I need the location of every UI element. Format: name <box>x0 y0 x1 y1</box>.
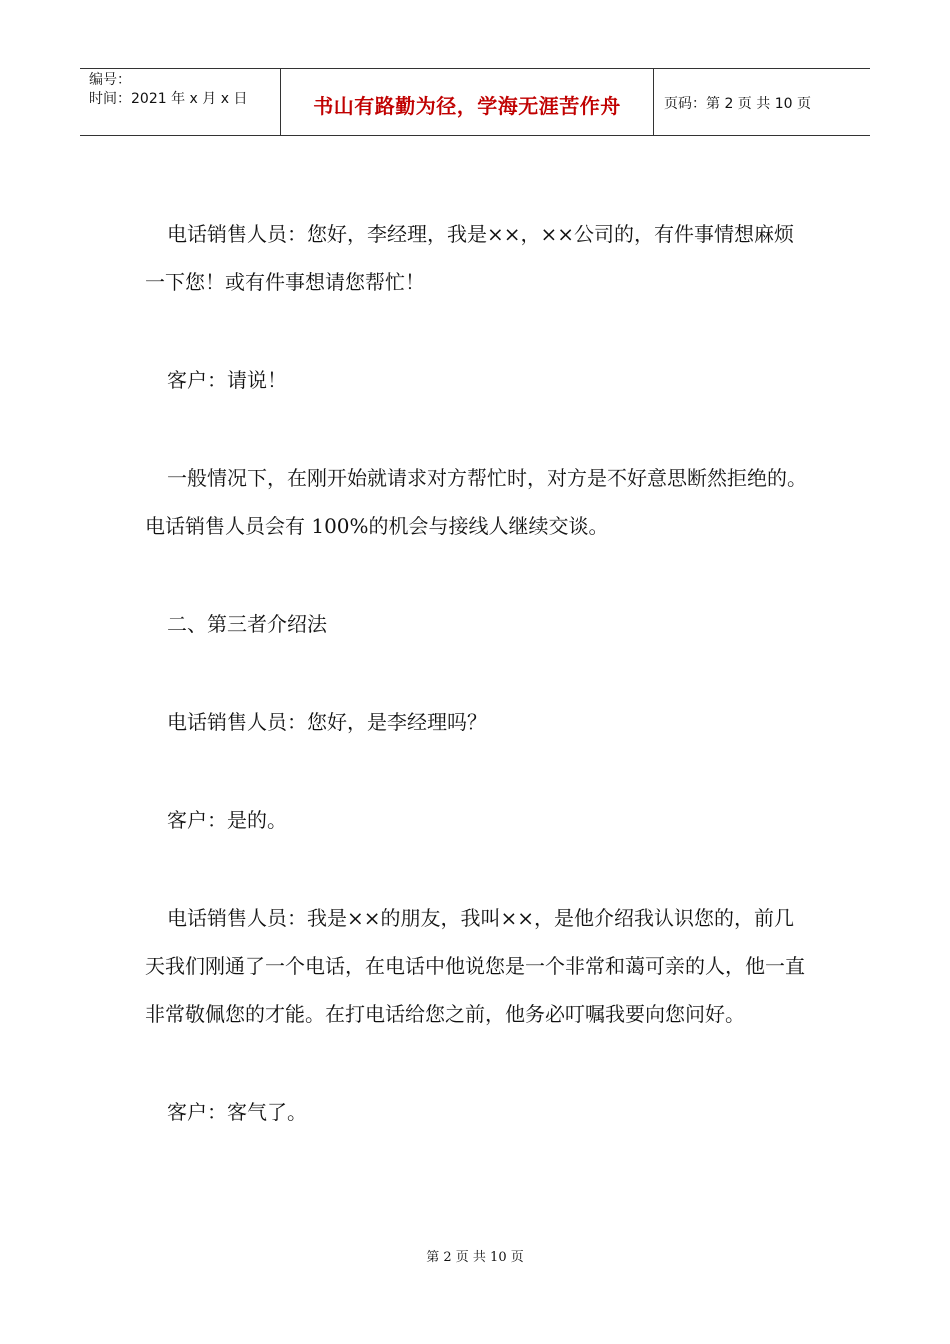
paragraph: 客户：请说！ <box>167 368 287 392</box>
motto-text: 书山有路勤为径，学海无涯苦作舟 <box>313 93 621 118</box>
page-footer <box>0 1246 950 1265</box>
paragraph: 电话销售人员：您好，李经理，我是××，××公司的，有件事情想麻烦一下您！或有件事想请您帮忙！ <box>145 222 795 294</box>
serial-label: 编号： <box>89 72 131 88</box>
paragraph: 电话销售人员：我是××的朋友，我叫××，是他介绍我认识您的，前几天我们刚通了一个电话，在电话中他说您是一个非常和蔼可亲的人，他一直非常敬佩您的才能。在打电话给您之前，他务必叮嘱我要向您问好。 <box>145 906 805 1026</box>
page-header <box>80 68 870 136</box>
header-meta-cell <box>80 69 281 135</box>
header-motto-cell <box>281 69 654 135</box>
document-body <box>145 210 810 1186</box>
paragraph: 电话销售人员：您好，是李经理吗？ <box>167 710 487 734</box>
paragraph: 客户：是的。 <box>167 808 287 832</box>
footer-page-number: 第 2 页 共 10 页 <box>426 1250 524 1265</box>
paragraph: 一般情况下，在刚开始就请求对方帮忙时，对方是不好意思断然拒绝的。电话销售人员会有 100%的机会与接线人继续交谈。 <box>145 466 807 538</box>
date-label: 时间：2021 年 x 月 x 日 <box>89 91 248 107</box>
header-page-cell <box>654 69 870 135</box>
header-page-info: 页码：第 2 页 共 10 页 <box>664 96 811 112</box>
section-heading: 二、第三者介绍法 <box>167 612 327 636</box>
paragraph: 客户：客气了。 <box>167 1100 307 1124</box>
